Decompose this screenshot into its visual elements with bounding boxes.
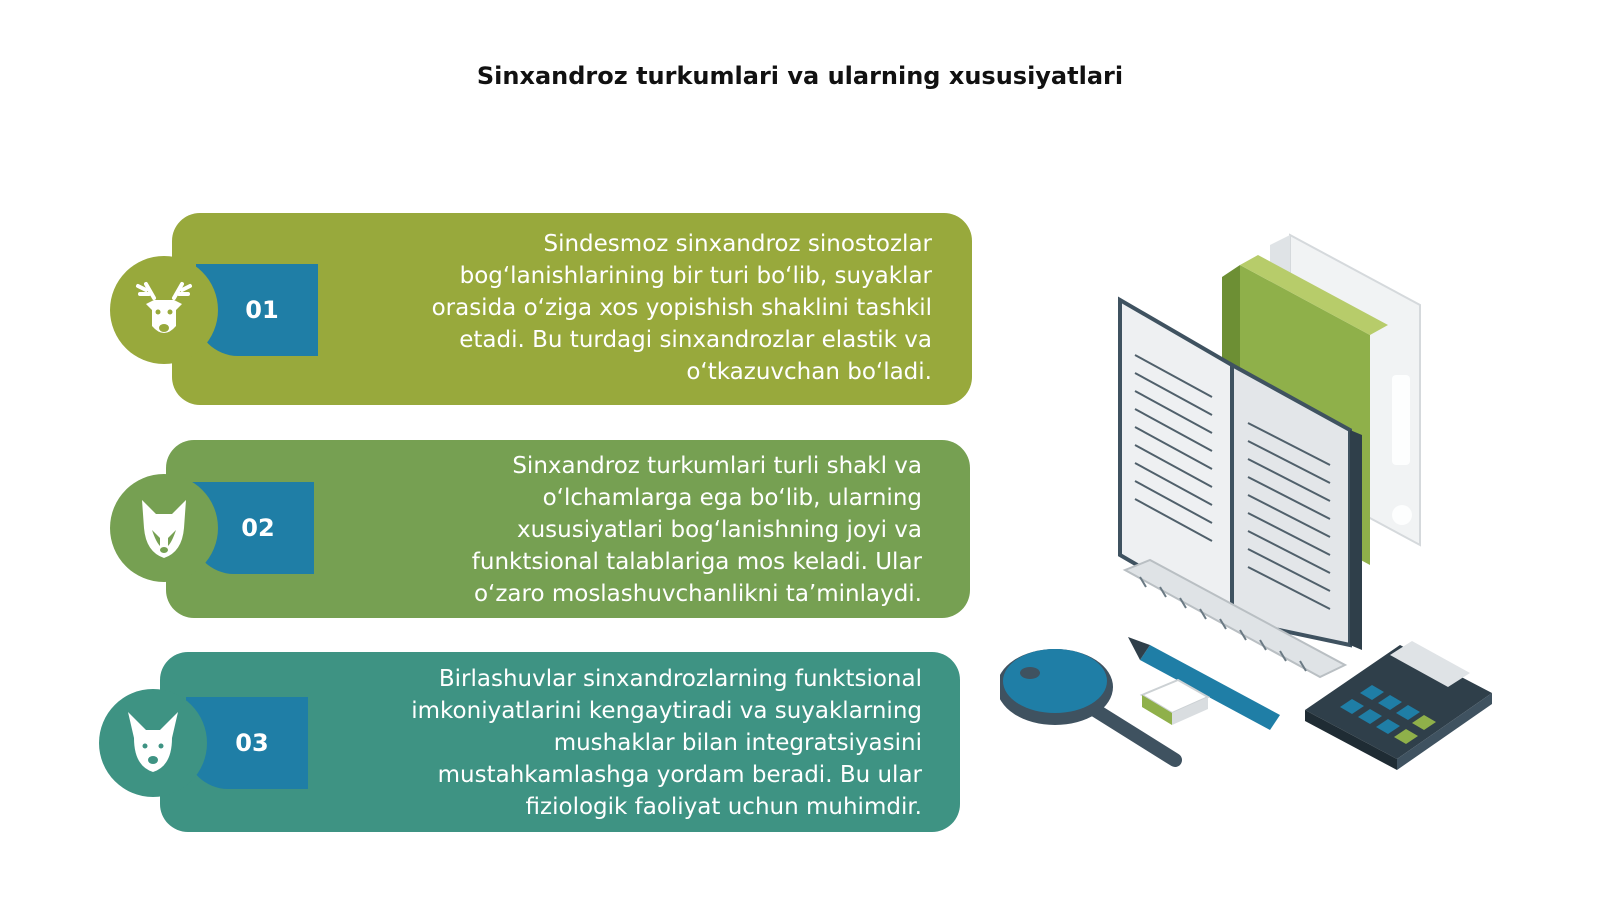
card-3-line: mustahkamlashga yordam beradi. Bu ular [437, 762, 922, 788]
card-1-line: bog‘lanishlarining bir turi bo‘lib, suyaklar [459, 263, 932, 289]
card-2-number: 02 [241, 514, 275, 542]
dog-icon [122, 708, 184, 776]
card-3-line: Birlashuvlar sinxandrozlarning funktsional [438, 666, 922, 692]
deer-icon [132, 276, 196, 344]
card-2-line: o‘lchamlarga ega bo‘lib, ularning [542, 485, 922, 511]
card-2-text [382, 450, 922, 610]
books-illustration [1000, 225, 1540, 785]
card-3-line: mushaklar bilan integratsiyasini [553, 730, 922, 756]
card-1-line: Sindesmoz sinxandroz sinostozlar [543, 231, 932, 257]
card-1-line: orasida o‘ziga xos yopishish shaklini tashkil [431, 295, 932, 321]
card-1-text [372, 228, 932, 388]
card-2-line: funktsional talablariga mos keladi. Ular [471, 549, 922, 575]
card-3-number: 03 [235, 729, 269, 757]
page-title: Sinxandroz turkumlari va ularning xususiyatlari [476, 62, 1124, 90]
card-2-line: Sinxandroz turkumlari turli shakl va [512, 453, 922, 479]
card-1-number: 01 [245, 296, 279, 324]
card-3-line: imkoniyatlarini kengaytiradi va suyaklarning [411, 698, 922, 724]
card-1-line: o‘tkazuvchan bo‘ladi. [686, 359, 932, 385]
card-3-line: fiziologik faoliyat uchun muhimdir. [525, 794, 922, 820]
card-1-line: etadi. Bu turdagi sinxandrozlar elastik va [459, 327, 932, 353]
card-3-text [362, 663, 922, 823]
fox-icon [134, 494, 194, 562]
card-2-line: o‘zaro moslashuvchanlikni ta’minlaydi. [473, 581, 922, 607]
card-2-line: xususiyatlari bog‘lanishning joyi va [516, 517, 922, 543]
